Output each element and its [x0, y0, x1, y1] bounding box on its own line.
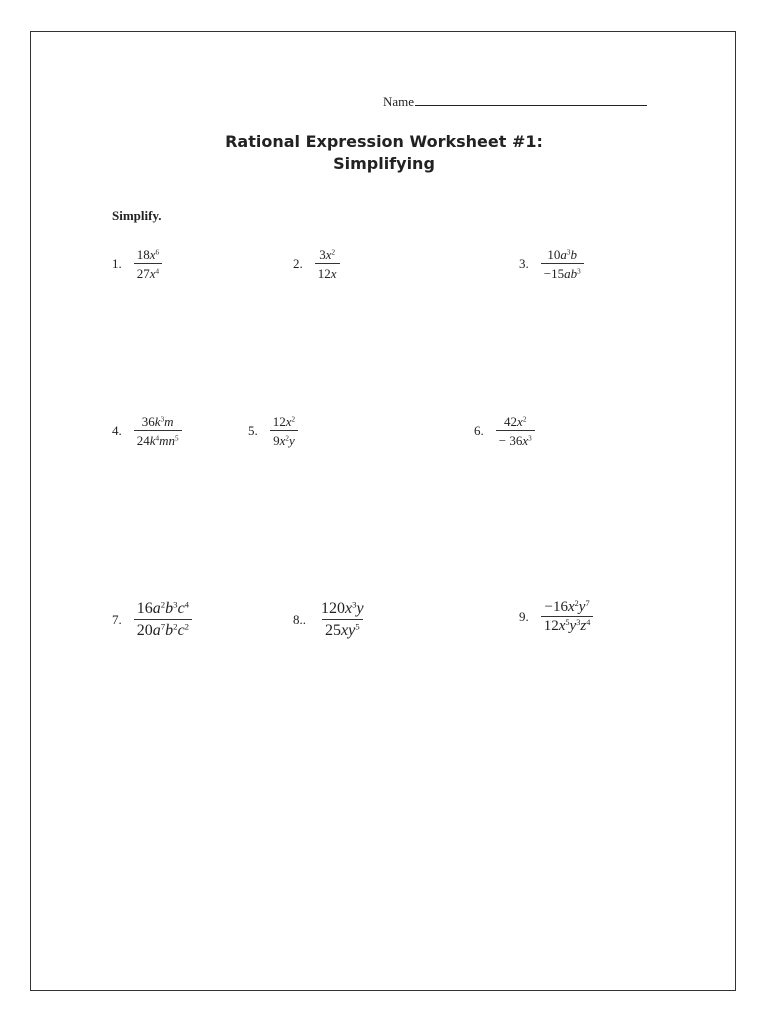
problem-number: 1.	[112, 256, 122, 271]
name-label: Name	[383, 94, 415, 109]
problem-number: 7.	[112, 612, 122, 627]
fraction	[541, 600, 594, 634]
denominator: $9x^2y$	[270, 430, 298, 448]
problem-6	[474, 414, 535, 448]
problem-number: 9.	[519, 609, 529, 624]
problem-5	[248, 414, 298, 448]
problem-1	[112, 247, 162, 281]
fraction	[134, 600, 192, 640]
problem-number: 3.	[519, 256, 529, 271]
numerator: $12x^2$	[272, 414, 296, 429]
numerator: $18x^6$	[136, 247, 160, 262]
instructions: Simplify.	[112, 208, 162, 223]
numerator: $-16x^2y^7$	[544, 599, 590, 615]
denominator: $25xy^5$	[322, 619, 363, 640]
problem-4	[112, 414, 182, 448]
problem-number: 5.	[248, 423, 258, 438]
fraction	[315, 247, 340, 281]
fraction	[134, 247, 162, 281]
numerator: $120x^3y$	[321, 599, 364, 617]
problem-number: 8..	[293, 612, 306, 627]
problem-9	[519, 600, 593, 634]
denominator: $24k^4mn^5$	[134, 430, 182, 448]
name-blank-line	[415, 95, 647, 106]
fraction	[270, 414, 298, 448]
problem-8	[293, 600, 367, 640]
problem-number: 6.	[474, 423, 484, 438]
numerator: $16a^2b^3c^4$	[136, 599, 190, 617]
denominator: $20a^7b^2c^2$	[134, 619, 192, 640]
problem-3	[519, 247, 584, 281]
page-border	[30, 31, 736, 991]
denominator: $12x^5y^3z^4$	[541, 616, 594, 634]
numerator: $36k^3m$	[141, 414, 174, 429]
denominator: $-15ab^3$	[541, 263, 584, 281]
numerator: $42x^2$	[504, 414, 527, 429]
numerator: $10a^3b$	[547, 247, 577, 262]
worksheet-title: Rational Expression Worksheet #1:	[225, 132, 543, 151]
fraction	[496, 414, 535, 448]
fraction	[134, 414, 182, 448]
problem-7	[112, 600, 192, 640]
numerator: $3x^2$	[319, 247, 336, 262]
name-field	[383, 94, 647, 110]
fraction	[318, 600, 367, 640]
problem-number: 2.	[293, 256, 303, 271]
worksheet-subtitle: Simplifying	[333, 154, 435, 173]
fraction	[541, 247, 584, 281]
denominator: − $36x^3$	[496, 430, 535, 448]
denominator: $27x^4$	[134, 263, 162, 281]
problem-number: 4.	[112, 423, 122, 438]
problem-2	[293, 247, 340, 281]
denominator: 12x	[315, 263, 340, 281]
